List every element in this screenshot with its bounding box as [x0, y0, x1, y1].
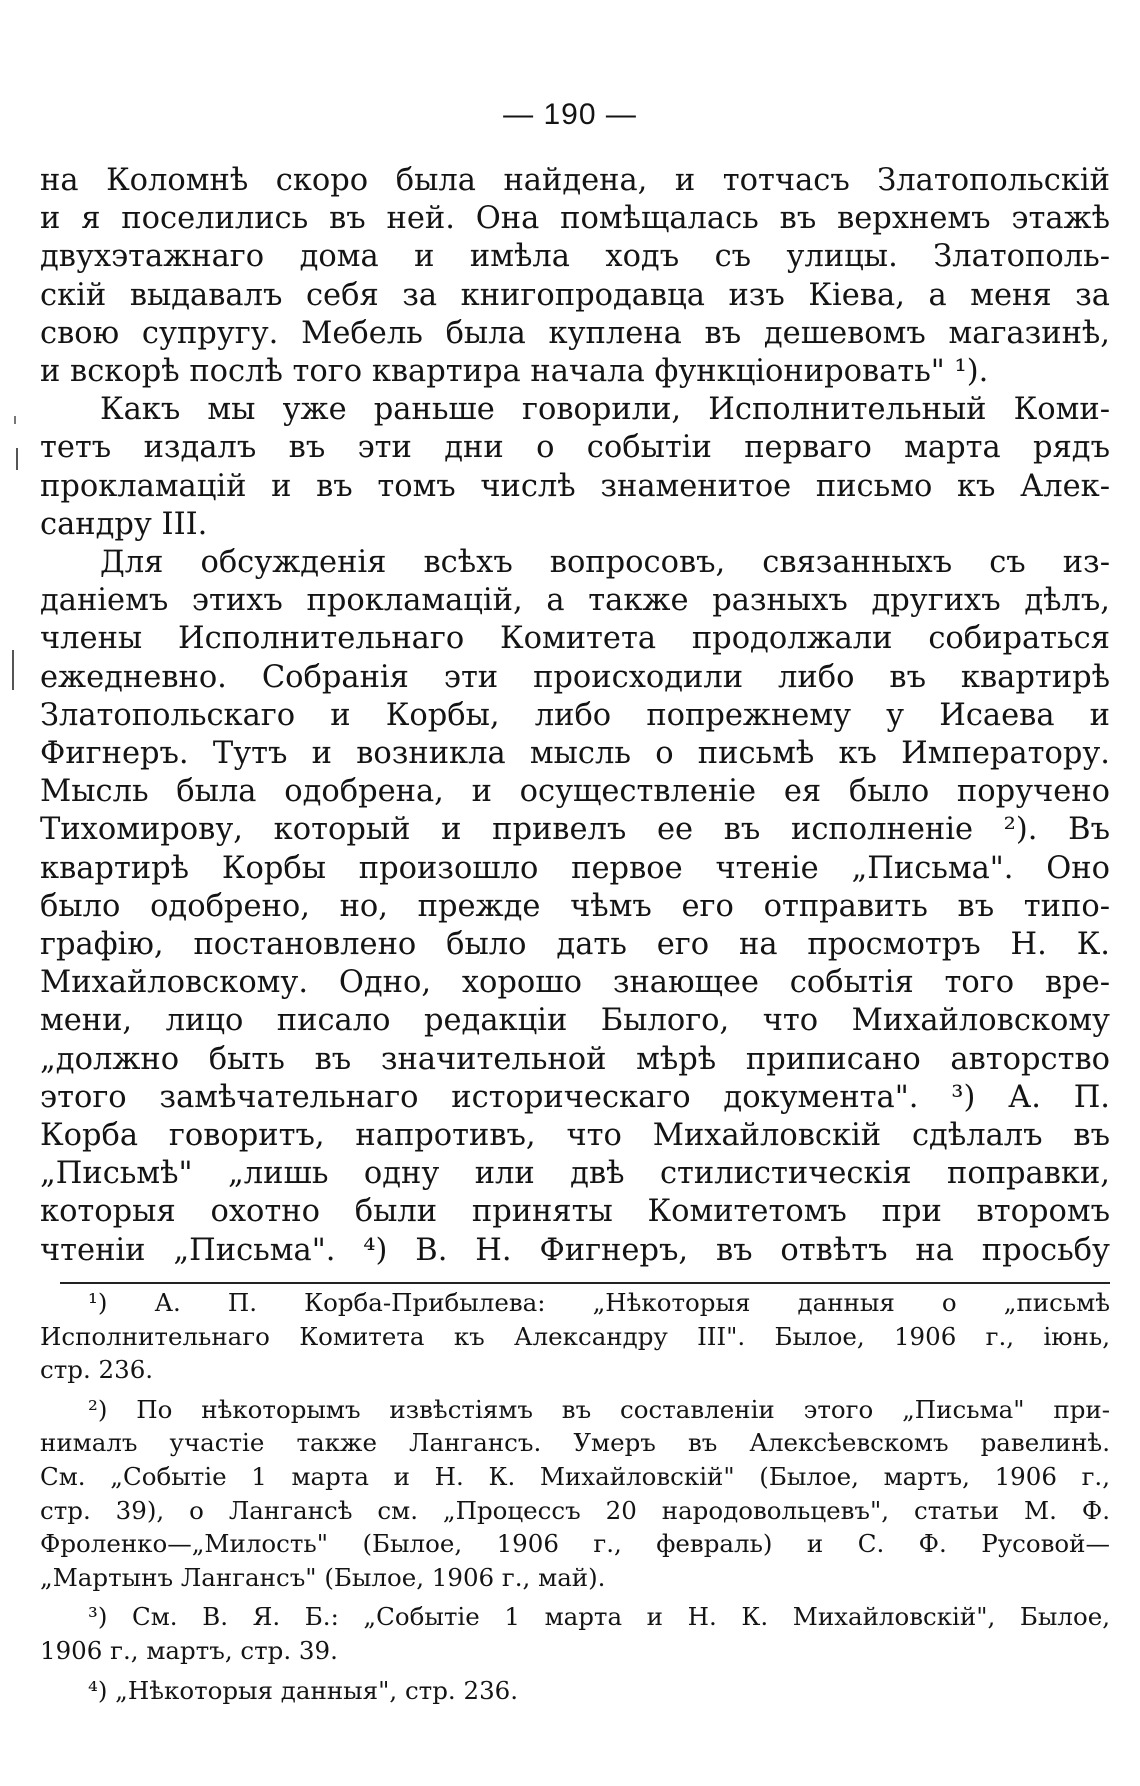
main-text — [40, 162, 1110, 1270]
text-line: и вскорѣ послѣ того квартира начала функціонировать" ¹). — [40, 354, 989, 390]
text-line: „должно быть въ значительной мѣрѣ приписано авторство — [40, 1041, 1110, 1077]
footnote-2 — [40, 1393, 1110, 1595]
text-line: сандру III. — [40, 506, 208, 542]
text-line: квартирѣ Корбы произошло первое чтеніе „Письма". Оно — [40, 850, 1110, 886]
text-line: даніемъ этихъ прокламацій, а также разныхъ другихъ дѣлъ, — [40, 583, 1110, 619]
footnote-4 — [40, 1674, 1110, 1708]
footnotes — [40, 1286, 1110, 1713]
margin-mark — [16, 448, 18, 470]
text-line: ежедневно. Собранія эти происходили либо въ квартирѣ — [40, 659, 1110, 695]
text-line: члены Исполнительнаго Комитета продолжали собираться — [40, 621, 1110, 657]
footnote-line: ⁴) „Нѣкоторыя данныя", стр. 236. — [88, 1675, 519, 1705]
text-line: чтеніи „Письма". ⁴) В. Н. Фигнеръ, въ отвѣтъ на просьбу — [40, 1232, 1110, 1268]
paragraph-1 — [40, 162, 1110, 391]
text-line: Для обсужденія всѣхъ вопросовъ, связанныхъ съ из- — [100, 545, 1110, 581]
text-line: этого замѣчательнаго историческаго документа". ³) А. П. — [40, 1079, 1110, 1115]
paragraph-3 — [40, 544, 1110, 1270]
text-line: мени, лицо писало редакціи Былого, что Михайловскому — [40, 1003, 1110, 1039]
footnote-line: стр. 236. — [40, 1355, 154, 1385]
footnote-divider — [60, 1282, 1110, 1284]
footnote-line: См. „Событіе 1 марта и Н. К. Михайловскій" (Былое, мартъ, 1906 г., — [40, 1461, 1110, 1491]
footnote-1 — [40, 1286, 1110, 1387]
footnote-line: ²) По нѣкоторымъ извѣстіямъ въ составленіи этого „Письма" при- — [88, 1394, 1110, 1424]
text-line: скій выдавалъ себя за книгопродавца изъ Кіева, а меня за — [40, 277, 1110, 313]
footnote-line: Исполнительнаго Комитета къ Александру III". Былое, 1906 г., іюнь, — [40, 1321, 1110, 1351]
footnote-line: ¹) А. П. Корба-Прибылева: „Нѣкоторыя данныя о „письмѣ — [88, 1288, 1110, 1317]
text-line: которыя охотно были приняты Комитетомъ при второмъ — [40, 1194, 1110, 1230]
margin-mark — [14, 416, 16, 424]
text-line: Какъ мы уже раньше говорили, Исполнительный Коми- — [100, 392, 1110, 428]
text-line: „Письмѣ" „лишь одну или двѣ стилистическія поправки, — [40, 1156, 1110, 1192]
paragraph-2 — [40, 391, 1110, 544]
text-line: на Коломнѣ скоро была найдена, и тотчасъ Златопольскій — [40, 163, 1110, 198]
footnote-line: ³) См. В. Я. Б.: „Событіе 1 марта и Н. К. Михайловскій", Былое, — [88, 1602, 1110, 1632]
text-line: свою супругу. Мебель была куплена въ дешевомъ магазинѣ, — [40, 315, 1110, 351]
text-line: Тихомирову, который и привелъ ее въ исполненіе ²). Въ — [40, 812, 1110, 848]
text-line: и я поселились въ ней. Она помѣщалась въ верхнемъ этажѣ — [40, 201, 1110, 237]
text-line: Мысль была одобрена, и осуществленіе ея было поручено — [40, 774, 1110, 810]
text-line: было одобрено, но, прежде чѣмъ его отправить въ типо- — [40, 888, 1110, 924]
text-line: тетъ издалъ въ эти дни о событіи перваго марта рядъ — [40, 430, 1110, 466]
footnote-line: Фроленко—„Милость" (Былое, 1906 г., февраль) и С. Ф. Русовой— — [40, 1529, 1110, 1559]
text-line: прокламацій и въ томъ числѣ знаменитое письмо къ Алек- — [40, 468, 1110, 504]
text-line: Златопольскаго и Корбы, либо попрежнему у Исаева и — [40, 697, 1110, 733]
footnote-3 — [40, 1600, 1110, 1667]
margin-mark — [12, 650, 14, 690]
footnote-line: 1906 г., мартъ, стр. 39. — [40, 1635, 338, 1665]
footnote-line: „Мартынъ Лангансъ" (Былое, 1906 г., май). — [40, 1562, 606, 1592]
text-line: Корба говоритъ, напротивъ, что Михайловскій сдѣлалъ въ — [40, 1118, 1110, 1154]
page-number: — 190 — — [503, 98, 637, 131]
footnote-line: стр. 39), о Лангансѣ см. „Процессъ 20 народовольцевъ", статьи М. Ф. — [40, 1495, 1110, 1525]
footnote-line: нималъ участіе также Лангансъ. Умеръ въ Алексѣевскомъ равелинѣ. — [40, 1428, 1110, 1458]
text-line: двухэтажнаго дома и имѣла ходъ съ улицы. Златополь- — [40, 239, 1110, 275]
text-line: Михайловскому. Одно, хорошо знающее событія того вре- — [40, 965, 1110, 1001]
text-line: графію, постановлено было дать его на просмотръ Н. К. — [40, 927, 1110, 963]
text-line: Фигнеръ. Тутъ и возникла мысль о письмѣ къ Императору. — [40, 736, 1110, 772]
